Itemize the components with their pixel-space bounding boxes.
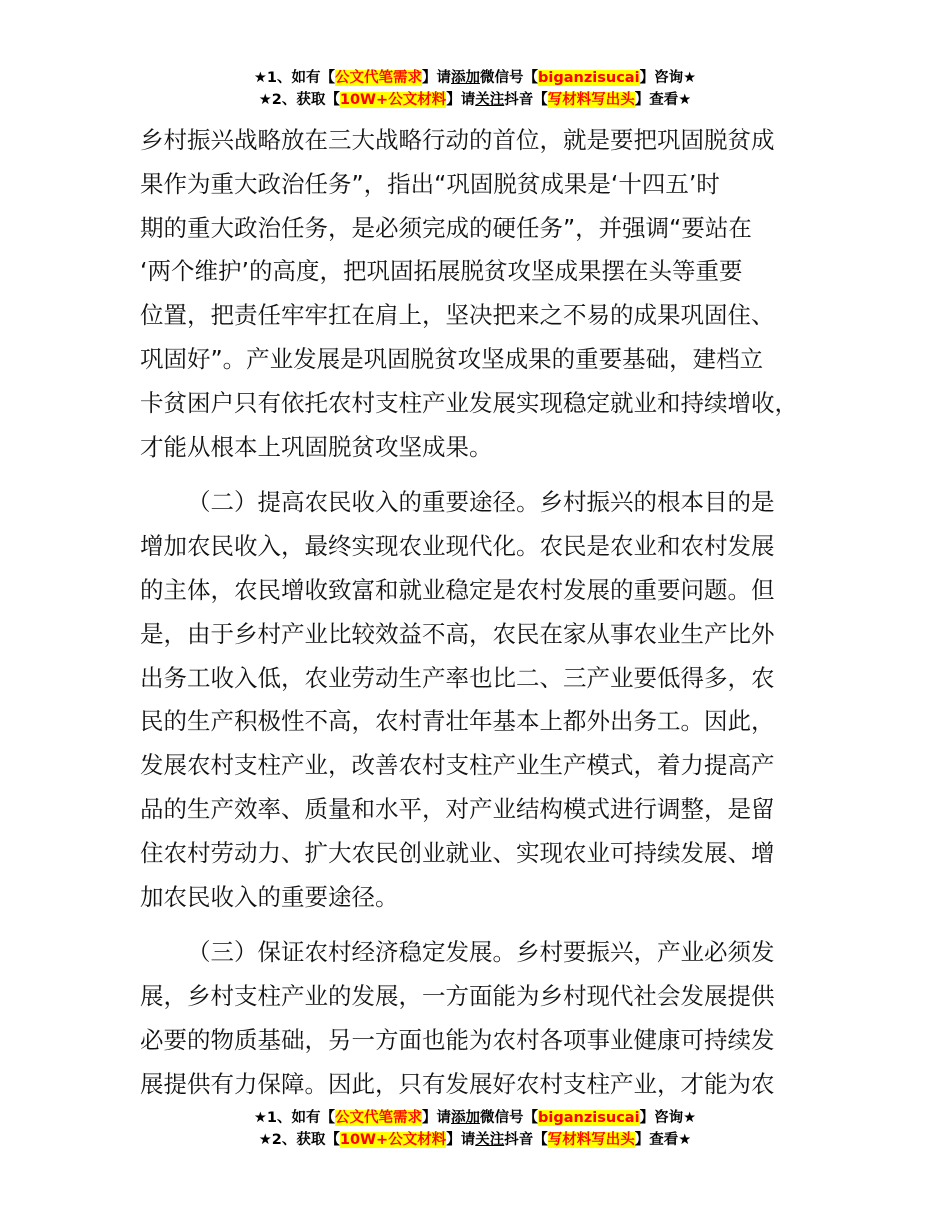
text-line: 必要的物质基础，另一方面也能为农村各项事业健康可持续发 <box>140 1025 775 1054</box>
text-line: 乡村振兴战略放在三大战略行动的首位，就是要把巩固脱贫成 <box>140 126 775 154</box>
paragraph-2 <box>140 481 830 919</box>
text-line: 发展农村支柱产业，改善农村支柱产业生产模式，着力提高产 <box>140 751 775 780</box>
document-body <box>140 119 830 1107</box>
text-line: 展提供有力保障。因此，只有发展好农村支柱产业，才能为农 <box>140 1069 775 1098</box>
text-line: 加农民收入的重要途径。 <box>140 882 399 911</box>
text-line: 巩固好”。产业发展是巩固脱贫攻坚成果的重要基础，建档立 <box>140 344 764 373</box>
paragraph-3 <box>140 931 830 1106</box>
highlight-materials: 10W+公文材料 <box>339 92 447 108</box>
highlight-douyin-account: 写材料写出头 <box>547 1132 635 1148</box>
banner-text: 微信号【 <box>480 70 539 86</box>
banner-line-consulting <box>0 67 950 89</box>
highlight-wechat-id: biganzisucai <box>538 1110 640 1126</box>
underlined-add: 添加 <box>451 70 481 86</box>
banner-text: 】查看★ <box>634 1132 692 1148</box>
text-line: 卡贫困户只有依托农村支柱产业发展实现稳定就业和持续增收， <box>140 388 798 417</box>
footer-banner <box>0 1107 950 1151</box>
paragraph-1 <box>140 119 830 469</box>
underlined-follow: 关注 <box>475 92 505 108</box>
banner-text: 】请 <box>446 1132 476 1148</box>
text-line: 展，乡村支柱产业的发展，一方面能为乡村现代社会发展提供 <box>140 982 775 1011</box>
text-line: 是，由于乡村产业比较效益不高，农民在家从事农业生产比外 <box>140 619 775 648</box>
text-line: ‘两个维护’的高度，把巩固拓展脱贫攻坚成果摆在头等重要 <box>140 257 743 286</box>
text-line: 果作为重大政治任务”，指出“巩固脱贫成果是‘十四五’时 <box>140 169 720 198</box>
highlight-service: 公文代笔需求 <box>335 1110 423 1126</box>
banner-text: ★2、获取【 <box>258 92 340 108</box>
underlined-follow: 关注 <box>475 1132 505 1148</box>
paragraph-spacer <box>140 919 830 931</box>
header-banner <box>0 67 950 111</box>
paragraph-spacer <box>140 469 830 481</box>
text-line: 品的生产效率、质量和水平，对产业结构模式进行调整，是留 <box>140 794 775 823</box>
text-line: 的主体，农民增收致富和就业稳定是农村发展的重要问题。但 <box>140 575 775 604</box>
banner-text: 】请 <box>422 70 452 86</box>
text-line: 位置，把责任牢牢扛在肩上，坚决把来之不易的成果巩固住、 <box>140 301 775 330</box>
highlight-materials: 10W+公文材料 <box>339 1132 447 1148</box>
banner-line-materials <box>0 89 950 111</box>
banner-text: 】查看★ <box>634 92 692 108</box>
underlined-add: 添加 <box>451 1110 481 1126</box>
banner-text: 】咨询★ <box>639 1110 697 1126</box>
banner-text: ★1、如有【 <box>253 1110 336 1126</box>
text-line: 民的生产积极性不高，农村青壮年基本上都外出务工。因此， <box>140 707 775 736</box>
text-line: 住农村劳动力、扩大农民创业就业、实现农业可持续发展、增 <box>140 838 775 867</box>
banner-text: 抖音【 <box>504 92 548 108</box>
banner-line-materials <box>0 1129 950 1151</box>
banner-text: 抖音【 <box>504 1132 548 1148</box>
text-line: （三）保证农村经济稳定发展。乡村要振兴，产业必须发 <box>187 938 775 967</box>
highlight-wechat-id: biganzisucai <box>538 70 640 86</box>
text-line: 出务工收入低，农业劳动生产率也比二、三产业要低得多，农 <box>140 663 775 692</box>
highlight-douyin-account: 写材料写出头 <box>547 92 635 108</box>
banner-text: 】请 <box>422 1110 452 1126</box>
banner-text: 】请 <box>446 92 476 108</box>
text-line: （二）提高农民收入的重要途径。乡村振兴的根本目的是 <box>187 488 775 517</box>
text-line: 才能从根本上巩固脱贫攻坚成果。 <box>140 432 493 461</box>
highlight-service: 公文代笔需求 <box>335 70 423 86</box>
text-line: 期的重大政治任务，是必须完成的硬任务”，并强调“要站在 <box>140 213 752 242</box>
banner-text: ★1、如有【 <box>253 70 336 86</box>
banner-text: 】咨询★ <box>639 70 697 86</box>
banner-text: 微信号【 <box>480 1110 539 1126</box>
banner-line-consulting <box>0 1107 950 1129</box>
text-line: 增加农民收入，最终实现农业现代化。农民是农业和农村发展 <box>140 532 775 561</box>
banner-text: ★2、获取【 <box>258 1132 340 1148</box>
